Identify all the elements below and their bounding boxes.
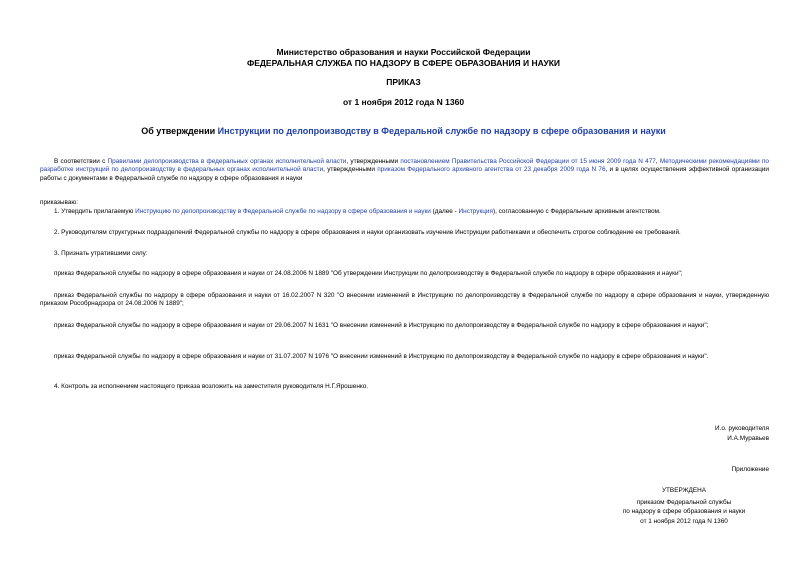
repeal-item-3: приказ Федеральной службы по надзору в сфере образования и науки от 29.06.2007 N 1631 "О внесении изменений в Инструкцию по делопроизводству в Федеральной службе по надзору в сфере образования и науки";: [54, 322, 709, 329]
orders-label: приказываю:: [40, 199, 78, 206]
repeal-item-1: приказ Федеральной службы по надзору в сфере образования и науки от 24.08.2006 N 1889 "Об утверждении Инструкции по делопроизводству в Федеральной службе по надзору в сфере образования и науки";: [54, 270, 683, 277]
preamble: [40, 158, 769, 183]
doc-title-link[interactable]: Инструкции по делопроизводству в Федеральной службе по надзору в сфере образования и науки: [217, 126, 666, 136]
archive-order-link[interactable]: приказом Федерального архивного агентства от 23 декабря 2009 года N 76: [377, 166, 606, 174]
preamble-text-2: , утвержденными: [346, 158, 401, 165]
signature-name: И.А.Муравьев: [727, 435, 769, 442]
repeal-item-4: приказ Федеральной службы по надзору в сфере образования и науки от 31.07.2007 N 1976 "О внесении изменений в Инструкцию по делопроизводству в Федеральной службе по надзору в сфере образования и науки".: [54, 353, 709, 360]
government-decree-link[interactable]: постановлением Правительства Российской Федерации от 15 июня 2009 года N 477: [400, 158, 656, 165]
preamble-text-4: , утвержденными: [323, 166, 378, 174]
ministry-name: Министерство образования и науки Российской Федерации: [276, 47, 531, 57]
doc-type: ПРИКАЗ: [386, 77, 421, 87]
preamble-text-1: В соответствии с: [54, 158, 108, 165]
instruction-link[interactable]: Инструкцию по делопроизводству в Федеральной службе по надзору в сфере образования и науки: [135, 208, 431, 215]
item-1-text-1: 1. Утвердить прилагаемую: [54, 208, 136, 215]
instruction-short-link[interactable]: Инструкция: [458, 208, 493, 215]
signature-position: И.о. руководителя: [715, 425, 769, 432]
recommendations-link[interactable]: Методическими рекомендациями по разработке инструкций по делопроизводству в федеральных органах исполнительной власти: [40, 158, 769, 174]
item-4: 4. Контроль за исполнением настоящего приказа возложить на заместителя руководителя Н.Г.Ярошенко.: [54, 383, 369, 390]
doc-date-number: от 1 ноября 2012 года N 1360: [342, 97, 465, 107]
item-1-text-2: (далее -: [430, 208, 459, 215]
approval-line-2: по надзору в сфере образования и науки: [622, 508, 746, 515]
item-1: [40, 208, 769, 216]
preamble-text-5: , и в целях осуществления эффективной организации работы с документами в Федеральной службе по надзору в сфере образования и науки: [40, 166, 769, 182]
approved-label: УТВЕРЖДЕНА: [661, 487, 707, 494]
appendix-label: Приложение: [731, 466, 769, 473]
item-2: 2. Руководителям структурных подразделений Федеральной службы по надзору в сфере образования и науки организовать изучение Инструкции работниками и обеспечить строгое соблюдение ее требований.: [54, 229, 681, 236]
item-1-text-3: ), согласованную с Федеральным архивным агентством.: [492, 208, 661, 215]
approval-line-1: приказом Федеральной службы: [636, 499, 732, 506]
item-3: 3. Признать утратившими силу:: [54, 250, 148, 257]
preamble-text-3: ,: [655, 158, 660, 165]
rules-link[interactable]: Правилами делопроизводства в федеральных органах исполнительной власти: [107, 158, 347, 165]
service-name: ФЕДЕРАЛЬНАЯ СЛУЖБА ПО НАДЗОРУ В СФЕРЕ ОБРАЗОВАНИЯ И НАУКИ: [246, 58, 561, 68]
doc-title-prefix: Об утверждении: [141, 126, 218, 136]
doc-title: [0, 126, 807, 138]
approval-line-3: от 1 ноября 2012 года N 1360: [640, 518, 728, 525]
repeal-item-2: приказ Федеральной службы по надзору в сфере образования и науки от 16.02.2007 N 320 "О внесении изменений в Инструкцию по делопроизводству в Федеральной службе по надзору в сфере образования и науки, утвержденную приказом Рособрнадзора от 24.08.2006 N 1889";: [40, 292, 769, 308]
